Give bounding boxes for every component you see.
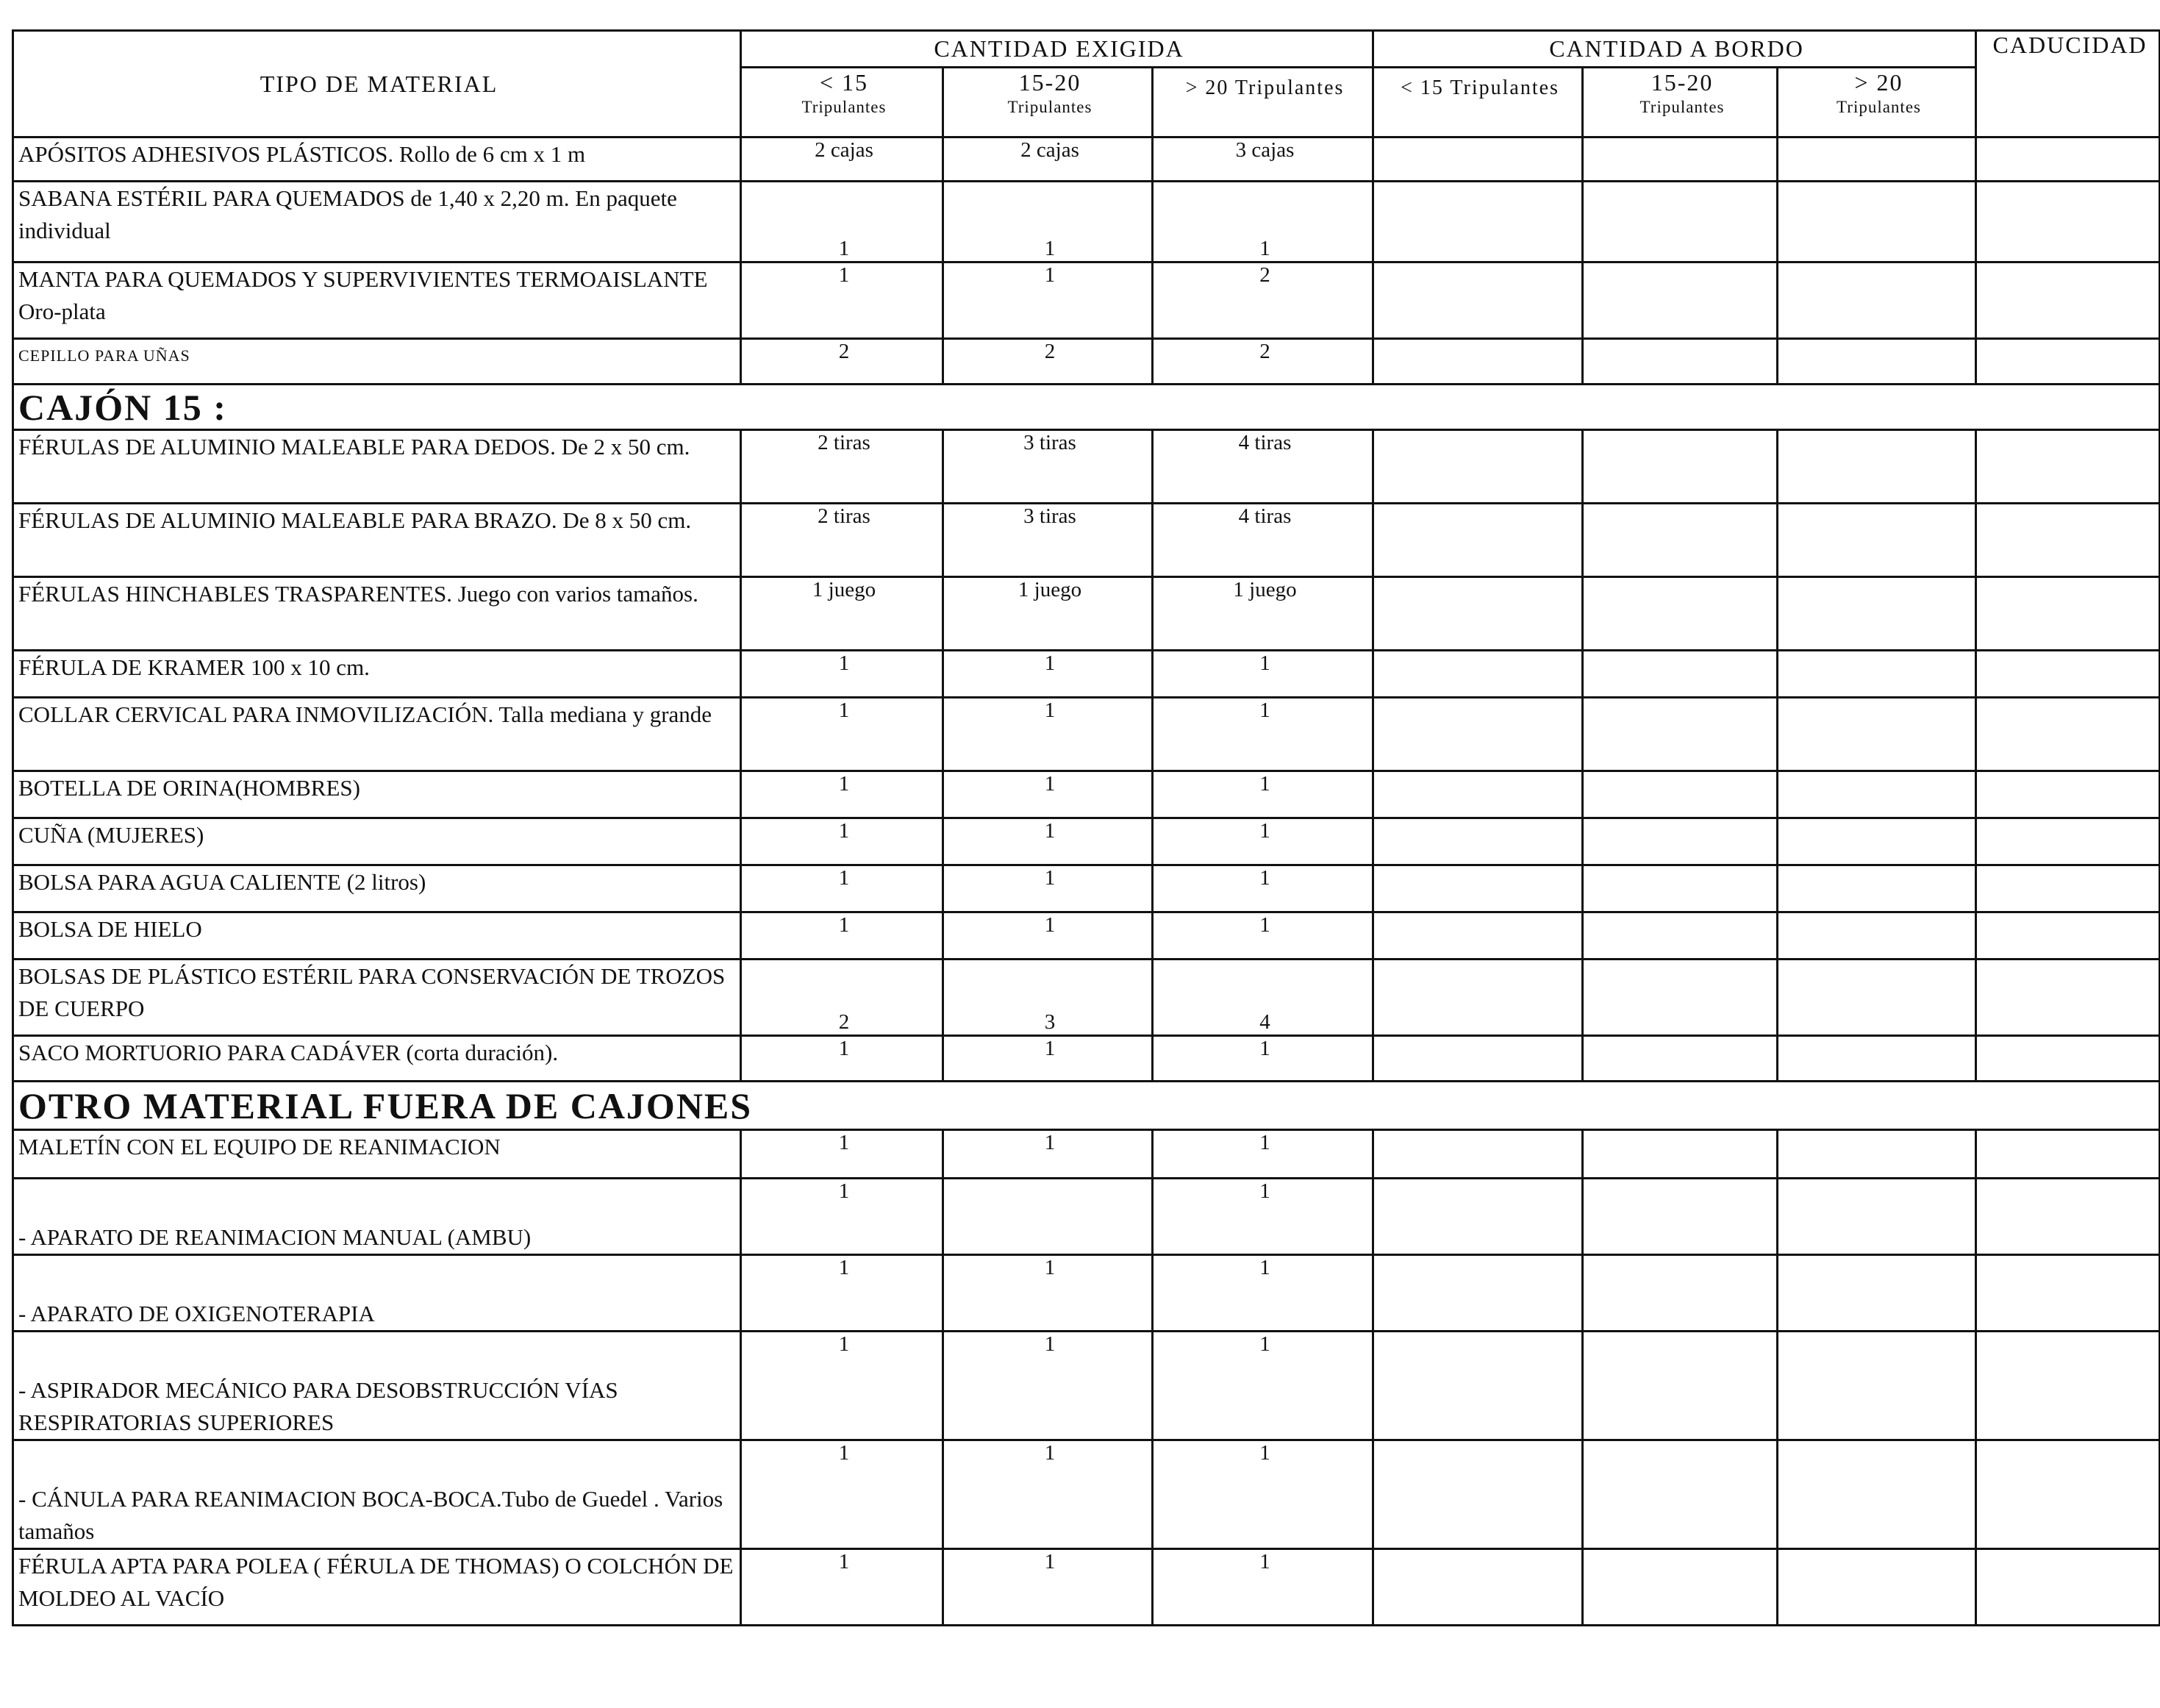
material-name: FÉRULAS DE ALUMINIO MALEABLE PARA DEDOS. De 2 x 50 cm. bbox=[13, 430, 741, 504]
subheader-bordo-1 bbox=[1373, 68, 1583, 137]
quantity-required-2: 1 bbox=[943, 1036, 1153, 1082]
expiry-cell[interactable] bbox=[1976, 865, 2160, 912]
quantity-onboard-1[interactable] bbox=[1373, 504, 1583, 577]
material-name: - APARATO DE OXIGENOTERAPIA bbox=[13, 1255, 741, 1332]
quantity-required-3: 4 bbox=[1153, 960, 1373, 1036]
quantity-onboard-2[interactable] bbox=[1583, 577, 1778, 651]
quantity-onboard-3[interactable] bbox=[1778, 865, 1976, 912]
quantity-onboard-3[interactable] bbox=[1778, 1549, 1976, 1626]
header-tipo: TIPO DE MATERIAL bbox=[13, 31, 741, 137]
material-name: - APARATO DE REANIMACION MANUAL (AMBU) bbox=[13, 1179, 741, 1255]
quantity-onboard-1[interactable] bbox=[1373, 1130, 1583, 1179]
quantity-required-2: 1 bbox=[943, 1332, 1153, 1440]
quantity-onboard-3[interactable] bbox=[1778, 698, 1976, 771]
quantity-required-2: 1 bbox=[943, 771, 1153, 818]
material-name: BOLSAS DE PLÁSTICO ESTÉRIL PARA CONSERVACIÓN DE TROZOS DE CUERPO bbox=[13, 960, 741, 1036]
quantity-onboard-3[interactable] bbox=[1778, 1332, 1976, 1440]
quantity-onboard-3[interactable] bbox=[1778, 960, 1976, 1036]
quantity-onboard-1[interactable] bbox=[1373, 771, 1583, 818]
quantity-onboard-3[interactable] bbox=[1778, 137, 1976, 182]
material-name: BOTELLA DE ORINA(HOMBRES) bbox=[13, 771, 741, 818]
quantity-onboard-2[interactable] bbox=[1583, 960, 1778, 1036]
quantity-onboard-3[interactable] bbox=[1778, 1255, 1976, 1332]
expiry-cell[interactable] bbox=[1976, 1332, 2160, 1440]
quantity-required-1: 1 juego bbox=[741, 577, 943, 651]
quantity-required-1: 1 bbox=[741, 1179, 943, 1255]
expiry-cell[interactable] bbox=[1976, 651, 2160, 698]
table-row bbox=[13, 339, 2160, 385]
material-name: COLLAR CERVICAL PARA INMOVILIZACIÓN. Talla mediana y grande bbox=[13, 698, 741, 771]
quantity-onboard-3[interactable] bbox=[1778, 1179, 1976, 1255]
table-body bbox=[13, 137, 2160, 1626]
table-row bbox=[13, 960, 2160, 1036]
subheader-unit: Tripulantes bbox=[1837, 98, 1921, 116]
quantity-required-2: 1 bbox=[943, 698, 1153, 771]
quantity-required-3: 3 cajas bbox=[1153, 137, 1373, 182]
table-row bbox=[13, 1130, 2160, 1179]
quantity-onboard-1[interactable] bbox=[1373, 182, 1583, 262]
quantity-required-1: 1 bbox=[741, 1332, 943, 1440]
expiry-cell[interactable] bbox=[1976, 1549, 2160, 1626]
quantity-onboard-3[interactable] bbox=[1778, 771, 1976, 818]
quantity-required-3: 2 bbox=[1153, 339, 1373, 385]
header-cantidad-bordo: CANTIDAD A BORDO bbox=[1373, 31, 1976, 68]
quantity-required-1: 1 bbox=[741, 1036, 943, 1082]
expiry-cell[interactable] bbox=[1976, 262, 2160, 339]
subheader-unit: Tripulantes bbox=[1007, 98, 1092, 116]
expiry-cell[interactable] bbox=[1976, 577, 2160, 651]
material-name: FÉRULAS HINCHABLES TRASPARENTES. Juego con varios tamaños. bbox=[13, 577, 741, 651]
table-row bbox=[13, 698, 2160, 771]
material-name: SABANA ESTÉRIL PARA QUEMADOS de 1,40 x 2,20 m. En paquete individual bbox=[13, 182, 741, 262]
subheader-range: > 20 Tripulantes bbox=[1185, 76, 1345, 99]
subheader-exigida-3 bbox=[1153, 68, 1373, 137]
subheader-unit: Tripulantes bbox=[801, 98, 887, 116]
quantity-required-3: 4 tiras bbox=[1153, 504, 1373, 577]
table-row bbox=[13, 651, 2160, 698]
subheader-bordo-2 bbox=[1583, 68, 1778, 137]
quantity-required-1: 2 bbox=[741, 339, 943, 385]
quantity-required-3: 1 bbox=[1153, 1255, 1373, 1332]
subheader-bordo-3 bbox=[1778, 68, 1976, 137]
quantity-onboard-1[interactable] bbox=[1373, 698, 1583, 771]
quantity-required-3: 1 juego bbox=[1153, 577, 1373, 651]
quantity-onboard-3[interactable] bbox=[1778, 912, 1976, 960]
quantity-onboard-3[interactable] bbox=[1778, 182, 1976, 262]
quantity-onboard-2[interactable] bbox=[1583, 339, 1778, 385]
quantity-required-2: 1 bbox=[943, 651, 1153, 698]
quantity-required-1: 1 bbox=[741, 912, 943, 960]
table-row bbox=[13, 865, 2160, 912]
subheader-unit: Tripulantes bbox=[1639, 98, 1725, 116]
quantity-required-3: 1 bbox=[1153, 651, 1373, 698]
expiry-cell[interactable] bbox=[1976, 818, 2160, 865]
material-name: BOLSA DE HIELO bbox=[13, 912, 741, 960]
quantity-required-1: 1 bbox=[741, 1255, 943, 1332]
table-row bbox=[13, 182, 2160, 262]
section-row bbox=[13, 385, 2160, 430]
table-row bbox=[13, 262, 2160, 339]
section-title: CAJÓN 15 : bbox=[13, 385, 2160, 430]
subheader-exigida-1 bbox=[741, 68, 943, 137]
quantity-onboard-1[interactable] bbox=[1373, 1255, 1583, 1332]
quantity-onboard-2[interactable] bbox=[1583, 818, 1778, 865]
quantity-onboard-3[interactable] bbox=[1778, 504, 1976, 577]
material-table bbox=[12, 29, 2160, 1626]
quantity-required-1: 1 bbox=[741, 698, 943, 771]
quantity-required-3: 1 bbox=[1153, 1549, 1373, 1626]
quantity-onboard-1[interactable] bbox=[1373, 339, 1583, 385]
quantity-required-1: 2 cajas bbox=[741, 137, 943, 182]
quantity-onboard-2[interactable] bbox=[1583, 1440, 1778, 1549]
subheader-range: < 15 Tripulantes bbox=[1401, 76, 1559, 99]
quantity-onboard-2[interactable] bbox=[1583, 865, 1778, 912]
expiry-cell[interactable] bbox=[1976, 1179, 2160, 1255]
quantity-onboard-2[interactable] bbox=[1583, 504, 1778, 577]
quantity-onboard-1[interactable] bbox=[1373, 865, 1583, 912]
quantity-onboard-1[interactable] bbox=[1373, 1332, 1583, 1440]
quantity-required-3: 1 bbox=[1153, 912, 1373, 960]
material-name: CUÑA (MUJERES) bbox=[13, 818, 741, 865]
quantity-required-2: 1 bbox=[943, 818, 1153, 865]
quantity-onboard-2[interactable] bbox=[1583, 1130, 1778, 1179]
subheader-range: 15-20 bbox=[1651, 69, 1714, 96]
quantity-onboard-2[interactable] bbox=[1583, 1179, 1778, 1255]
quantity-required-3: 2 bbox=[1153, 262, 1373, 339]
quantity-required-1: 2 bbox=[741, 960, 943, 1036]
subheader-range: > 20 bbox=[1854, 69, 1903, 96]
quantity-onboard-3[interactable] bbox=[1778, 1440, 1976, 1549]
quantity-onboard-2[interactable] bbox=[1583, 1255, 1778, 1332]
quantity-required-2: 1 bbox=[943, 865, 1153, 912]
quantity-required-2: 1 bbox=[943, 1440, 1153, 1549]
header-caducidad: CADUCIDAD bbox=[1976, 31, 2160, 137]
quantity-onboard-2[interactable] bbox=[1583, 1549, 1778, 1626]
material-name: FÉRULA APTA PARA POLEA ( FÉRULA DE THOMAS) O COLCHÓN DE MOLDEO AL VACÍO bbox=[13, 1549, 741, 1626]
quantity-onboard-3[interactable] bbox=[1778, 818, 1976, 865]
quantity-required-1: 1 bbox=[741, 771, 943, 818]
table-row bbox=[13, 1036, 2160, 1082]
quantity-onboard-3[interactable] bbox=[1778, 1036, 1976, 1082]
quantity-required-3: 1 bbox=[1153, 818, 1373, 865]
quantity-onboard-1[interactable] bbox=[1373, 137, 1583, 182]
table-row bbox=[13, 577, 2160, 651]
material-name: SACO MORTUORIO PARA CADÁVER (corta duración). bbox=[13, 1036, 741, 1082]
table-row bbox=[13, 1179, 2160, 1255]
expiry-cell[interactable] bbox=[1976, 504, 2160, 577]
quantity-required-2: 1 bbox=[943, 1255, 1153, 1332]
expiry-cell[interactable] bbox=[1976, 430, 2160, 504]
material-name: - CÁNULA PARA REANIMACION BOCA-BOCA.Tubo de Guedel . Varios tamaños bbox=[13, 1440, 741, 1549]
quantity-required-1: 1 bbox=[741, 1440, 943, 1549]
table-row bbox=[13, 1440, 2160, 1549]
quantity-required-3: 1 bbox=[1153, 865, 1373, 912]
expiry-cell[interactable] bbox=[1976, 1036, 2160, 1082]
subheader-range: < 15 bbox=[819, 69, 869, 96]
section-title: OTRO MATERIAL FUERA DE CAJONES bbox=[13, 1082, 2160, 1130]
expiry-cell[interactable] bbox=[1976, 698, 2160, 771]
quantity-required-2: 3 tiras bbox=[943, 430, 1153, 504]
expiry-cell[interactable] bbox=[1976, 1440, 2160, 1549]
table-row bbox=[13, 137, 2160, 182]
quantity-required-2: 1 juego bbox=[943, 577, 1153, 651]
quantity-required-2: 3 bbox=[943, 960, 1153, 1036]
table-row bbox=[13, 504, 2160, 577]
quantity-onboard-3[interactable] bbox=[1778, 430, 1976, 504]
quantity-required-1: 1 bbox=[741, 818, 943, 865]
quantity-required-2: 1 bbox=[943, 912, 1153, 960]
quantity-onboard-2[interactable] bbox=[1583, 182, 1778, 262]
quantity-required-3: 1 bbox=[1153, 771, 1373, 818]
quantity-onboard-1[interactable] bbox=[1373, 1036, 1583, 1082]
quantity-required-1: 1 bbox=[741, 1549, 943, 1626]
quantity-onboard-1[interactable] bbox=[1373, 1440, 1583, 1549]
quantity-onboard-2[interactable] bbox=[1583, 262, 1778, 339]
quantity-onboard-1[interactable] bbox=[1373, 960, 1583, 1036]
quantity-required-2 bbox=[943, 1179, 1153, 1255]
quantity-onboard-1[interactable] bbox=[1373, 1179, 1583, 1255]
expiry-cell[interactable] bbox=[1976, 339, 2160, 385]
expiry-cell[interactable] bbox=[1976, 1255, 2160, 1332]
material-name: MANTA PARA QUEMADOS Y SUPERVIVIENTES TERMOAISLANTE Oro-plata bbox=[13, 262, 741, 339]
quantity-onboard-2[interactable] bbox=[1583, 1036, 1778, 1082]
quantity-onboard-2[interactable] bbox=[1583, 771, 1778, 818]
quantity-required-1: 1 bbox=[741, 1130, 943, 1179]
quantity-onboard-3[interactable] bbox=[1778, 1130, 1976, 1179]
expiry-cell[interactable] bbox=[1976, 771, 2160, 818]
quantity-required-3: 1 bbox=[1153, 1036, 1373, 1082]
quantity-onboard-1[interactable] bbox=[1373, 262, 1583, 339]
quantity-onboard-1[interactable] bbox=[1373, 577, 1583, 651]
quantity-onboard-2[interactable] bbox=[1583, 430, 1778, 504]
quantity-required-1: 1 bbox=[741, 262, 943, 339]
table-row bbox=[13, 430, 2160, 504]
material-name: BOLSA PARA AGUA CALIENTE (2 litros) bbox=[13, 865, 741, 912]
quantity-required-3: 4 tiras bbox=[1153, 430, 1373, 504]
material-name: FÉRULAS DE ALUMINIO MALEABLE PARA BRAZO. De 8 x 50 cm. bbox=[13, 504, 741, 577]
table-row bbox=[13, 912, 2160, 960]
expiry-cell[interactable] bbox=[1976, 1130, 2160, 1179]
subheader-exigida-2 bbox=[943, 68, 1153, 137]
quantity-required-3: 1 bbox=[1153, 1130, 1373, 1179]
quantity-onboard-3[interactable] bbox=[1778, 339, 1976, 385]
table-row bbox=[13, 1549, 2160, 1626]
quantity-onboard-2[interactable] bbox=[1583, 912, 1778, 960]
quantity-required-2: 2 bbox=[943, 339, 1153, 385]
quantity-required-2: 1 bbox=[943, 182, 1153, 262]
section-row bbox=[13, 1082, 2160, 1130]
material-name: CEPILLO PARA UÑAS bbox=[13, 339, 741, 385]
expiry-cell[interactable] bbox=[1976, 912, 2160, 960]
material-name: APÓSITOS ADHESIVOS PLÁSTICOS. Rollo de 6 cm x 1 m bbox=[13, 137, 741, 182]
quantity-required-2: 3 tiras bbox=[943, 504, 1153, 577]
expiry-cell[interactable] bbox=[1976, 137, 2160, 182]
table-row bbox=[13, 1332, 2160, 1440]
quantity-onboard-2[interactable] bbox=[1583, 651, 1778, 698]
quantity-onboard-1[interactable] bbox=[1373, 651, 1583, 698]
quantity-required-1: 1 bbox=[741, 651, 943, 698]
material-name: MALETÍN CON EL EQUIPO DE REANIMACION bbox=[13, 1130, 741, 1179]
quantity-onboard-2[interactable] bbox=[1583, 698, 1778, 771]
quantity-required-3: 1 bbox=[1153, 1440, 1373, 1549]
quantity-onboard-1[interactable] bbox=[1373, 1549, 1583, 1626]
subheader-range: 15-20 bbox=[1018, 69, 1081, 96]
quantity-required-2: 2 cajas bbox=[943, 137, 1153, 182]
header-cantidad-exigida: CANTIDAD EXIGIDA bbox=[741, 31, 1373, 68]
quantity-required-3: 1 bbox=[1153, 698, 1373, 771]
material-name: FÉRULA DE KRAMER 100 x 10 cm. bbox=[13, 651, 741, 698]
quantity-required-3: 1 bbox=[1153, 1332, 1373, 1440]
quantity-required-1: 2 tiras bbox=[741, 504, 943, 577]
quantity-required-3: 1 bbox=[1153, 1179, 1373, 1255]
quantity-onboard-1[interactable] bbox=[1373, 912, 1583, 960]
quantity-required-1: 1 bbox=[741, 865, 943, 912]
quantity-required-1: 2 tiras bbox=[741, 430, 943, 504]
quantity-onboard-3[interactable] bbox=[1778, 262, 1976, 339]
quantity-onboard-3[interactable] bbox=[1778, 577, 1976, 651]
table-row bbox=[13, 771, 2160, 818]
quantity-onboard-1[interactable] bbox=[1373, 430, 1583, 504]
quantity-required-2: 1 bbox=[943, 262, 1153, 339]
quantity-onboard-3[interactable] bbox=[1778, 651, 1976, 698]
table-row bbox=[13, 1255, 2160, 1332]
quantity-required-2: 1 bbox=[943, 1130, 1153, 1179]
quantity-onboard-2[interactable] bbox=[1583, 1332, 1778, 1440]
quantity-required-3: 1 bbox=[1153, 182, 1373, 262]
quantity-required-1: 1 bbox=[741, 182, 943, 262]
expiry-cell[interactable] bbox=[1976, 960, 2160, 1036]
quantity-onboard-1[interactable] bbox=[1373, 818, 1583, 865]
quantity-required-2: 1 bbox=[943, 1549, 1153, 1626]
table-row bbox=[13, 818, 2160, 865]
expiry-cell[interactable] bbox=[1976, 182, 2160, 262]
quantity-onboard-2[interactable] bbox=[1583, 137, 1778, 182]
material-name: - ASPIRADOR MECÁNICO PARA DESOBSTRUCCIÓN VÍAS RESPIRATORIAS SUPERIORES bbox=[13, 1332, 741, 1440]
